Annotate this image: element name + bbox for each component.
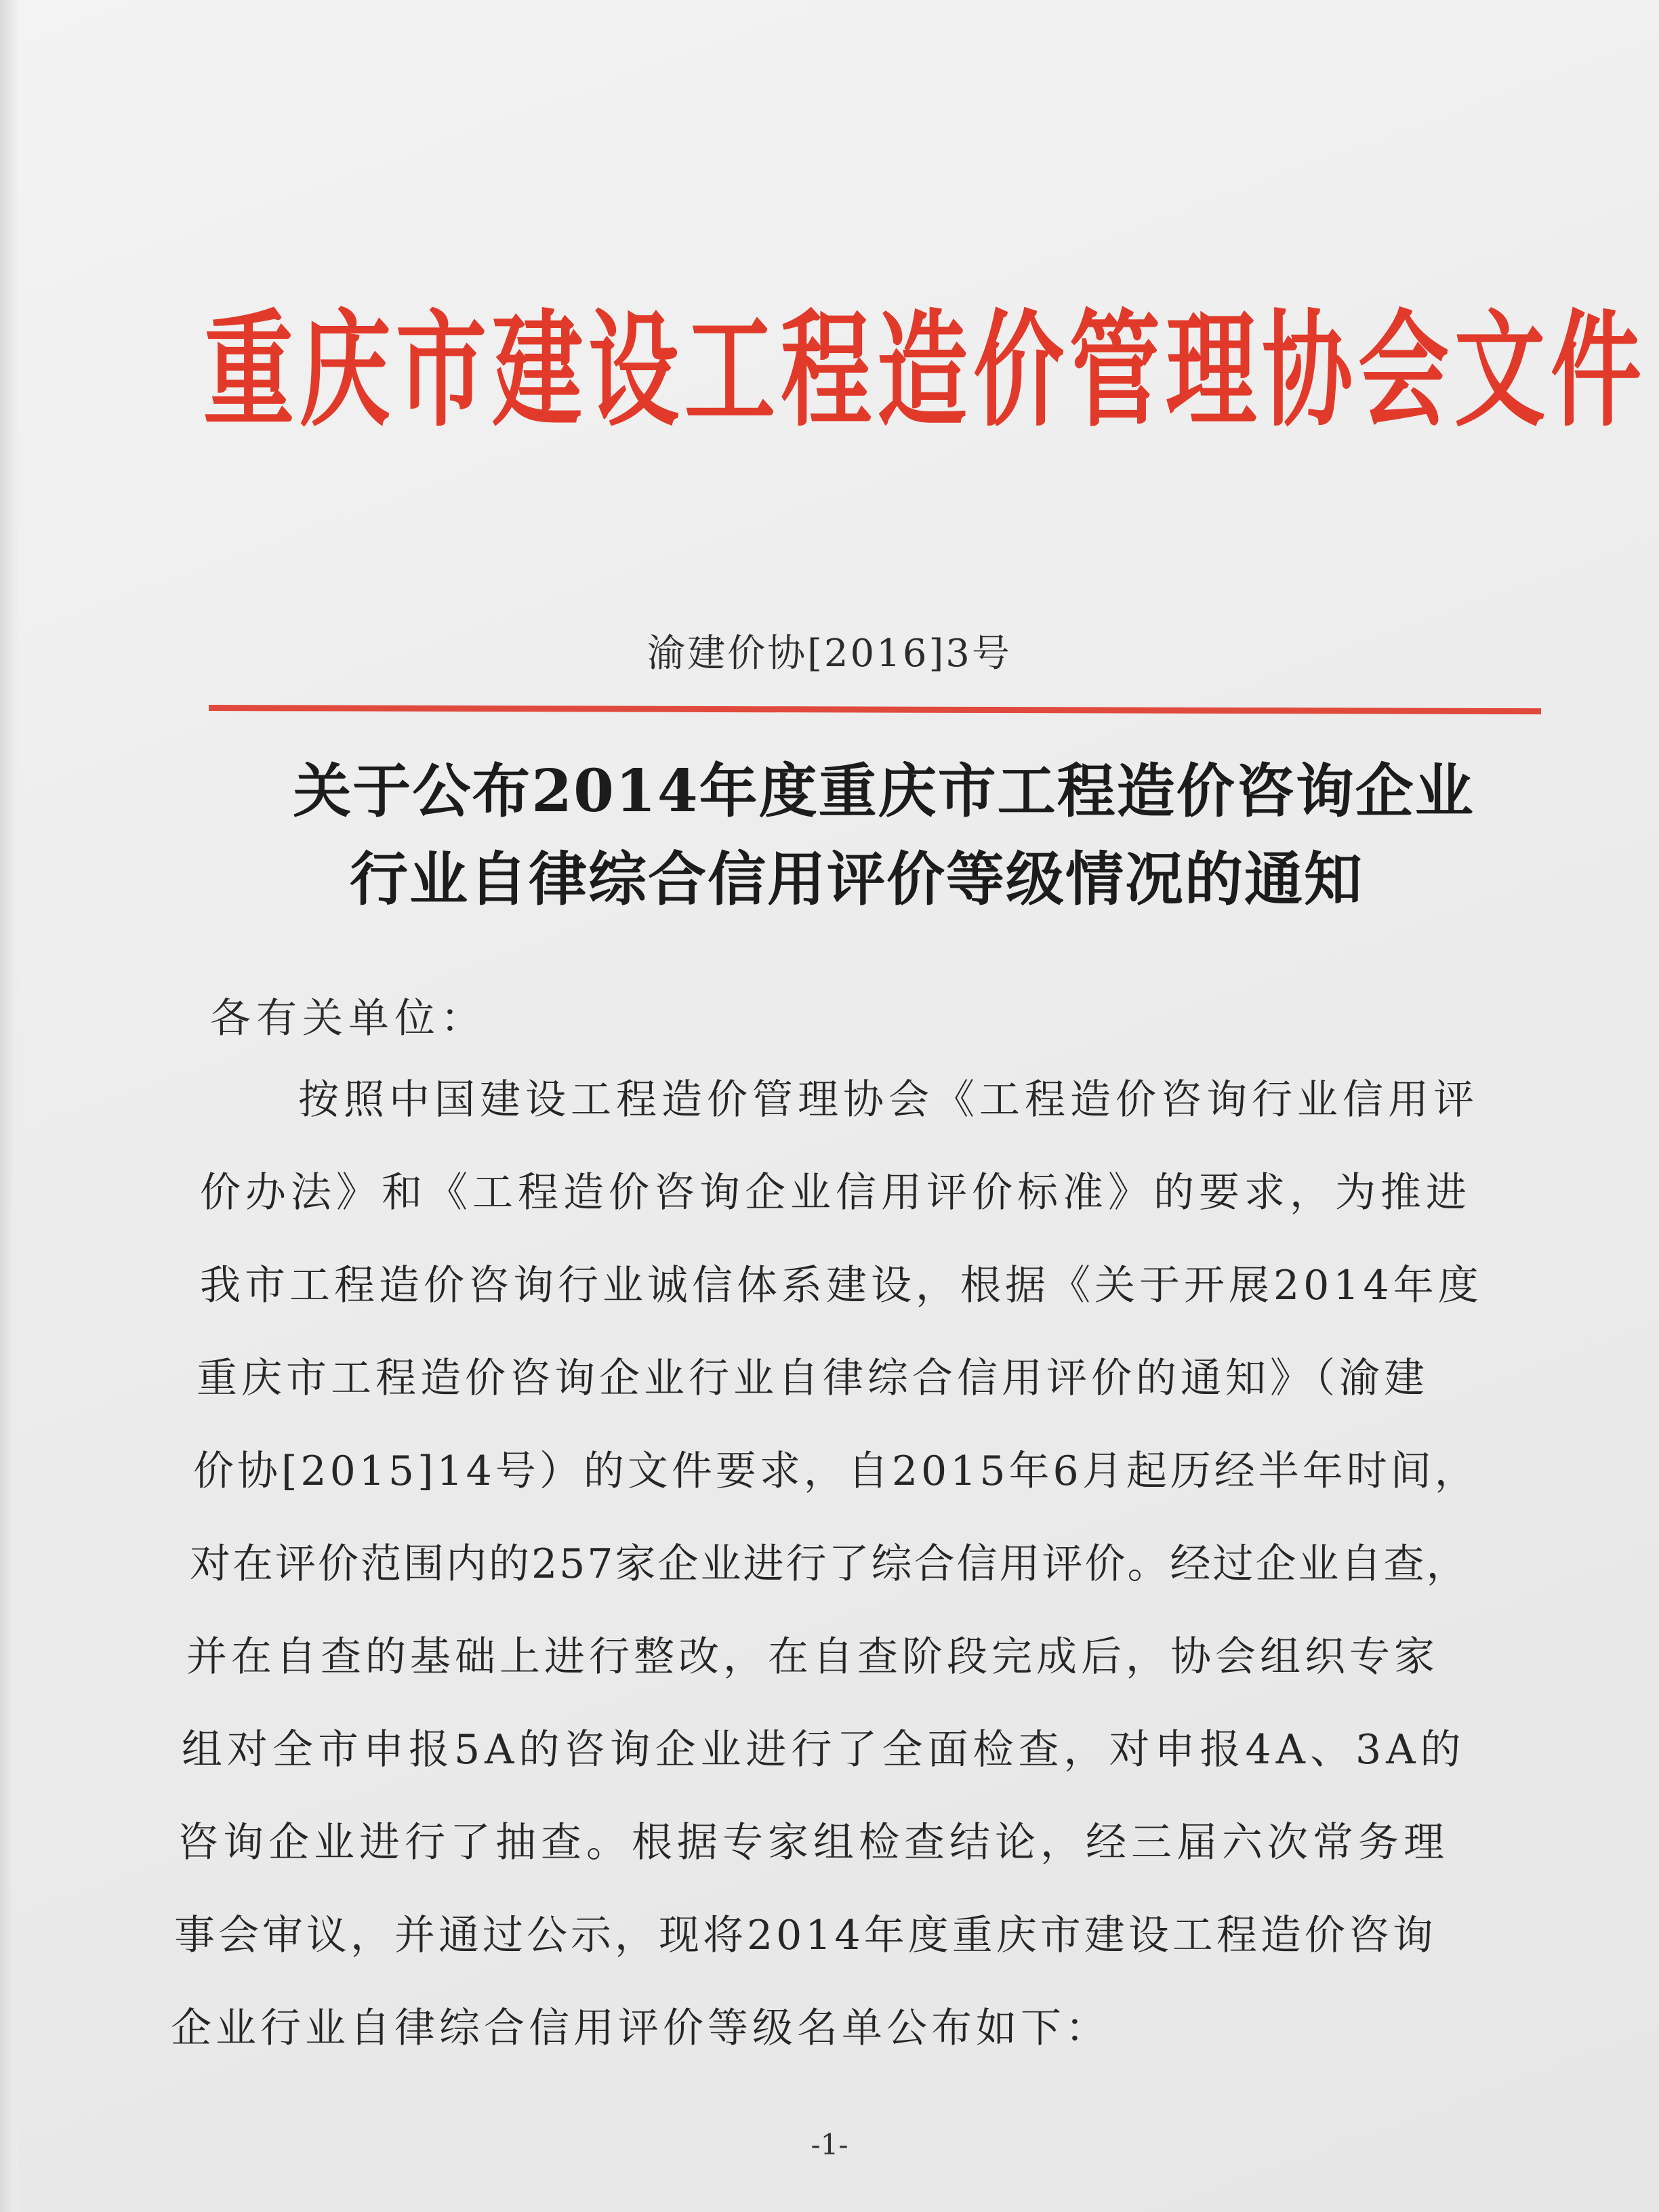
notice-title-line-1: 关于公布2014年度重庆市工程造价咨询企业 xyxy=(293,757,1475,825)
body-line: 按照中国建设工程造价管理协会《工程造价咨询行业信用评 xyxy=(298,1076,1479,1124)
body-line: 并在自查的基础上进行整改，在自查阶段完成后，协会组织专家 xyxy=(186,1633,1439,1681)
body-line: 我市工程造价咨询行业诚信体系建设，根据《关于开展2014年度 xyxy=(200,1262,1483,1309)
org-header-title: 重庆市建设工程造价管理协会文件 xyxy=(203,298,1647,445)
page-edge-shadow xyxy=(0,0,19,2212)
body-line: 事会审议，并通过公示，现将2014年度重庆市建设工程造价咨询 xyxy=(174,1912,1437,1959)
body-line: 企业行业自律综合信用评价等级名单公布如下： xyxy=(171,2005,1110,2052)
notice-title-line-2: 行业自律综合信用评价等级情况的通知 xyxy=(350,845,1364,914)
page-number: -1- xyxy=(811,2128,848,2161)
body-line: 对在评价范围内的257家企业进行了综合信用评价。经过企业自查， xyxy=(190,1540,1469,1588)
body-line: 组对全市申报5A的咨询企业进行了全面检查，对申报4A、3A的 xyxy=(182,1726,1466,1774)
document-number: 渝建价协[2016]3号 xyxy=(647,632,1012,676)
body-line: 重庆市工程造价咨询企业行业自律综合信用评价的通知》（渝建 xyxy=(197,1355,1429,1402)
body-line: 价办法》和《工程造价咨询企业信用评价标准》的要求，为推进 xyxy=(200,1169,1471,1216)
salutation: 各有关单位： xyxy=(210,995,487,1042)
body-line: 价协[2015]14号）的文件要求，自2015年6月起历经半年时间， xyxy=(193,1448,1479,1495)
body-line: 咨询企业进行了抽查。根据专家组检查结论，经三届六次常务理 xyxy=(178,1819,1449,1866)
red-divider-line xyxy=(209,705,1541,714)
